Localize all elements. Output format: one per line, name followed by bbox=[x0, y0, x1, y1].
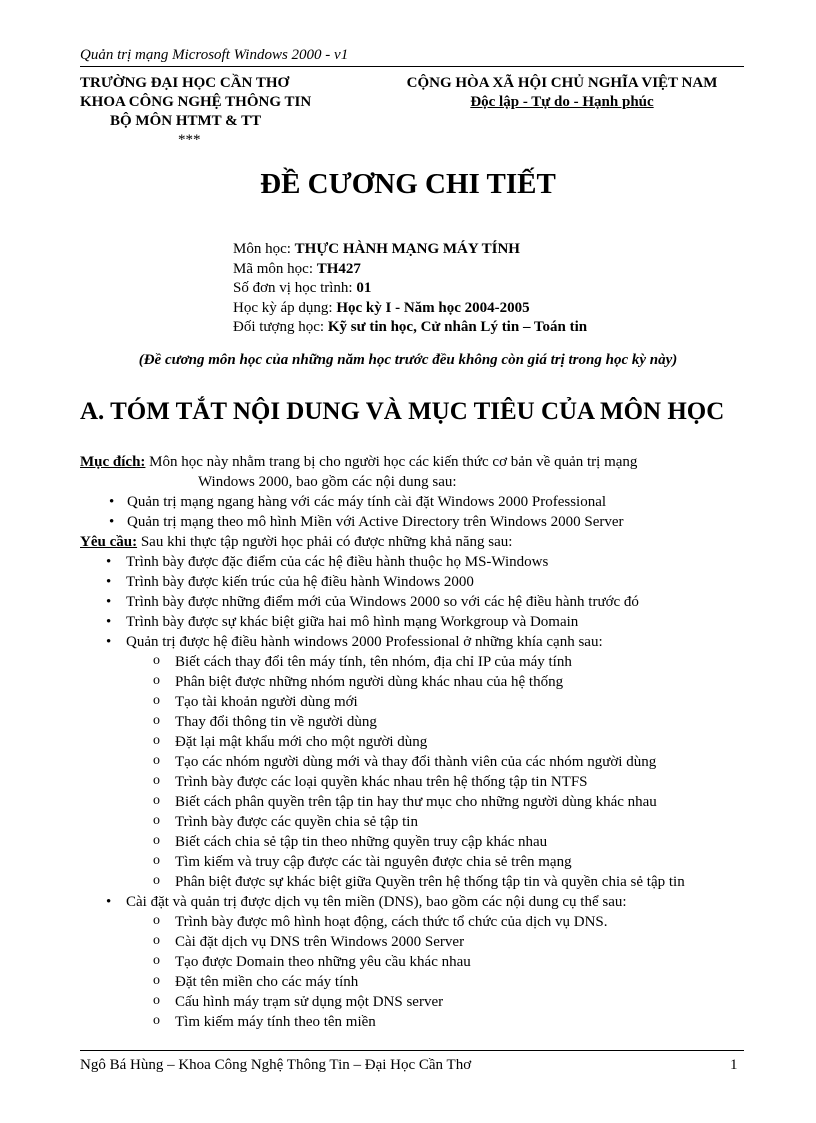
footer-author: Ngô Bá Hùng – Khoa Công Nghệ Thông Tin – Đại Học Cần Thơ bbox=[80, 1057, 472, 1073]
running-header: Quản trị mạng Microsoft Windows 2000 - v1 bbox=[80, 47, 349, 63]
audience-line bbox=[233, 318, 587, 338]
list-item: o Thay đổi thông tin về người dùng bbox=[80, 712, 744, 732]
list-item: o Trình bày được các quyền chia sẻ tập tin bbox=[80, 812, 744, 832]
list-item: o Cấu hình máy trạm sử dụng một DNS server bbox=[80, 992, 744, 1012]
term-label: Học kỳ áp dụng: bbox=[233, 299, 337, 316]
course-label: Môn học: bbox=[233, 241, 295, 257]
nation-name: CỘNG HÒA XÃ HỘI CHỦ NGHĨA VIỆT NAM bbox=[406, 75, 718, 91]
credits-label: Số đơn vị học trình: bbox=[233, 280, 357, 296]
requirements-label: Yêu cầu: bbox=[80, 534, 138, 550]
list-item: • Quản trị được hệ điều hành windows 2000 Professional ở những khía cạnh sau: bbox=[80, 632, 744, 652]
department-name: BỘ MÔN HTMT & TT bbox=[110, 113, 262, 129]
list-item: o Tìm kiếm máy tính theo tên miền bbox=[80, 1012, 744, 1032]
code-value: TH427 bbox=[316, 260, 361, 277]
list-item: • Quản trị mạng ngang hàng với các máy tính cài đặt Windows 2000 Professional bbox=[80, 492, 744, 512]
purpose-label: Mục đích: bbox=[80, 454, 146, 470]
section-a-heading: A. TÓM TẮT NỘI DUNG VÀ MỤC TIÊU CỦA MÔN HỌC bbox=[80, 398, 725, 425]
requirements-text: Sau khi thực tập người học phải có được những khả năng sau: bbox=[137, 534, 513, 550]
list-item: • Quản trị mạng theo mô hình Miền với Active Directory trên Windows 2000 Server bbox=[80, 512, 744, 532]
document-title: ĐỀ CƯƠNG CHI TIẾT bbox=[260, 168, 556, 200]
audience-label: Đối tượng học: bbox=[233, 319, 328, 335]
list-item: • Trình bày được sự khác biệt giữa hai mô hình mạng Workgroup và Domain bbox=[80, 612, 744, 632]
audience-value: Kỹ sư tin học, Cử nhân Lý tin – Toán tin bbox=[327, 319, 588, 335]
list-item: o Trình bày được mô hình hoạt động, cách thức tổ chức của dịch vụ DNS. bbox=[80, 912, 744, 932]
requirements-paragraph bbox=[80, 532, 744, 552]
code-label: Mã môn học: bbox=[233, 260, 317, 277]
purpose-paragraph bbox=[80, 452, 744, 472]
list-item: o Biết cách phân quyền trên tập tin hay thư mục cho những người dùng khác nhau bbox=[80, 792, 744, 812]
institution-block bbox=[80, 74, 370, 150]
list-item: o Phân biệt được những nhóm người dùng khác nhau của hệ thống bbox=[80, 672, 744, 692]
national-header bbox=[380, 74, 744, 112]
list-item: o Tìm kiếm và truy cập được các tài nguyên được chia sẻ trên mạng bbox=[80, 852, 744, 872]
course-name-line bbox=[233, 240, 587, 260]
list-item: o Biết cách chia sẻ tập tin theo những quyền truy cập khác nhau bbox=[80, 832, 744, 852]
list-item: o Tạo các nhóm người dùng mới và thay đổi thành viên của các nhóm người dùng bbox=[80, 752, 744, 772]
purpose-continuation: Windows 2000, bao gồm các nội dung sau: bbox=[198, 474, 457, 490]
list-item: • Trình bày được kiến trúc của hệ điều hành Windows 2000 bbox=[80, 572, 744, 592]
dns-list bbox=[80, 892, 744, 912]
course-code-line bbox=[233, 260, 587, 280]
page-number: 1 bbox=[730, 1057, 738, 1073]
list-item: • Trình bày được những điểm mới của Windows 2000 so với các hệ điều hành trước đó bbox=[80, 592, 744, 612]
requirements-list bbox=[80, 552, 744, 652]
list-item: o Biết cách thay đổi tên máy tính, tên nhóm, địa chỉ IP của máy tính bbox=[80, 652, 744, 672]
footer-rule bbox=[80, 1050, 744, 1051]
validity-note: (Đề cương môn học của những năm học trước đều không còn giá trị trong học kỳ này) bbox=[138, 352, 678, 368]
course-value: THỰC HÀNH MẠNG MÁY TÍNH bbox=[294, 241, 520, 257]
header-rule bbox=[80, 66, 744, 67]
term-line bbox=[233, 299, 587, 319]
purpose-list bbox=[80, 492, 744, 532]
section-a-content bbox=[80, 452, 744, 1032]
purpose-text: Môn học này nhằm trang bị cho người học các kiến thức cơ bản về quản trị mạng bbox=[145, 454, 638, 470]
course-info bbox=[233, 240, 587, 338]
faculty-name: KHOA CÔNG NGHỆ THÔNG TIN bbox=[80, 94, 312, 110]
list-item: o Đặt tên miền cho các máy tính bbox=[80, 972, 744, 992]
dns-sublist bbox=[80, 912, 744, 1032]
separator-stars: *** bbox=[178, 132, 201, 148]
national-motto: Độc lập - Tự do - Hạnh phúc bbox=[470, 94, 654, 110]
credits-value: 01 bbox=[356, 280, 372, 296]
credits-line bbox=[233, 279, 587, 299]
list-item: o Đặt lại mật khẩu mới cho một người dùng bbox=[80, 732, 744, 752]
list-item: o Trình bày được các loại quyền khác nhau trên hệ thống tập tin NTFS bbox=[80, 772, 744, 792]
list-item: o Tạo được Domain theo những yêu cầu khác nhau bbox=[80, 952, 744, 972]
list-item: o Tạo tài khoản người dùng mới bbox=[80, 692, 744, 712]
professional-sublist bbox=[80, 652, 744, 892]
term-value: Học kỳ I - Năm học 2004-2005 bbox=[336, 299, 530, 316]
university-name: TRƯỜNG ĐẠI HỌC CẦN THƠ bbox=[80, 75, 290, 91]
list-item: o Phân biệt được sự khác biệt giữa Quyền trên hệ thống tập tin và quyền chia sẻ tập tin bbox=[80, 872, 744, 892]
list-item: • Cài đặt và quản trị được dịch vụ tên miền (DNS), bao gồm các nội dung cụ thể sau: bbox=[80, 892, 744, 912]
list-item: • Trình bày được đặc điểm của các hệ điều hành thuộc họ MS-Windows bbox=[80, 552, 744, 572]
list-item: o Cài đặt dịch vụ DNS trên Windows 2000 Server bbox=[80, 932, 744, 952]
